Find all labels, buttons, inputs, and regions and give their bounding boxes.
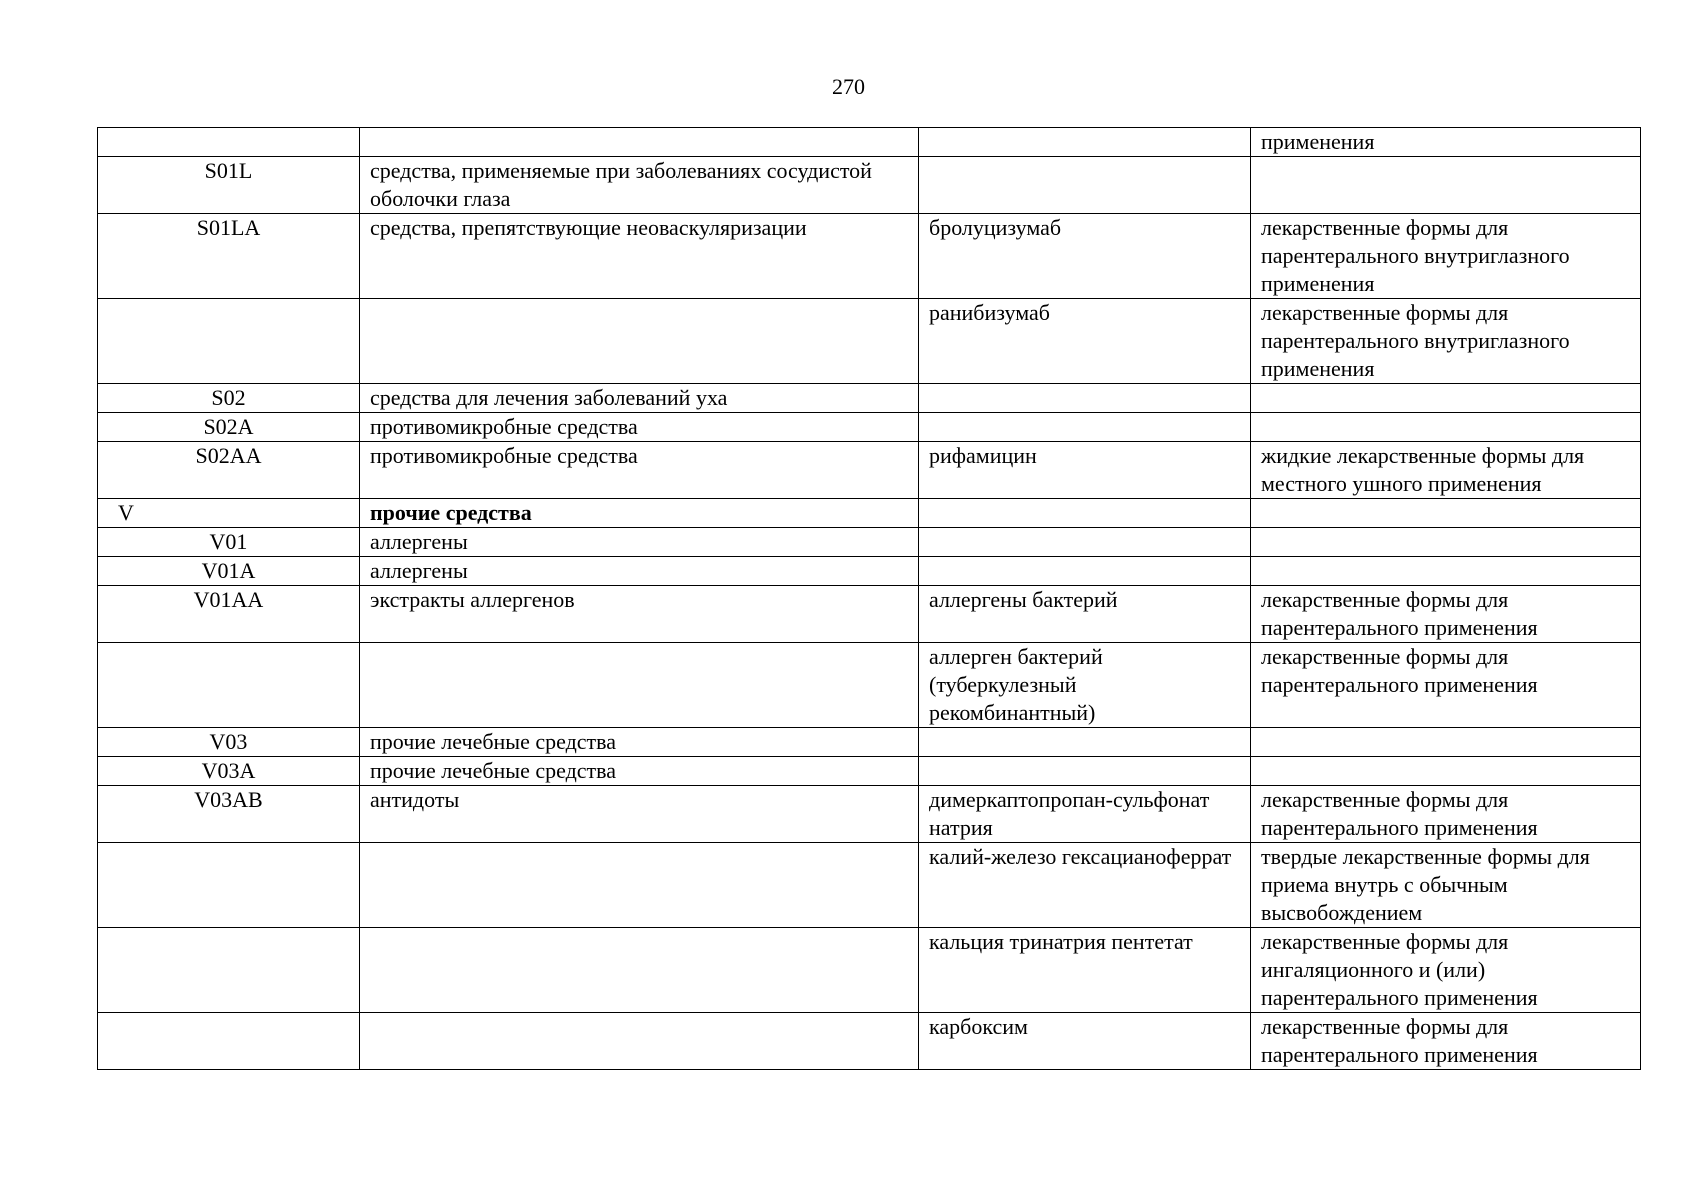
dosage-form-cell: применения bbox=[1251, 128, 1641, 157]
dosage-form-cell: лекарственные формы для ингаляционного и (или) парентерального применения bbox=[1251, 928, 1641, 1013]
atc-code-cell bbox=[98, 928, 360, 1013]
drug-name-cell: кальция тринатрия пентетат bbox=[919, 928, 1251, 1013]
drug-name-cell: калий-железо гексацианоферрат bbox=[919, 843, 1251, 928]
drug-name-cell: ранибизумаб bbox=[919, 299, 1251, 384]
table-row bbox=[98, 928, 1641, 1013]
table-row bbox=[98, 299, 1641, 384]
dosage-form-cell bbox=[1251, 384, 1641, 413]
dosage-form-cell: лекарственные формы для парентерального применения bbox=[1251, 586, 1641, 643]
table-row bbox=[98, 643, 1641, 728]
group-name-cell bbox=[360, 843, 919, 928]
atc-code-cell: S02 bbox=[98, 384, 360, 413]
dosage-form-cell bbox=[1251, 499, 1641, 528]
drug-classification-table bbox=[97, 127, 1641, 1070]
group-name-cell: средства для лечения заболеваний уха bbox=[360, 384, 919, 413]
atc-code-cell bbox=[98, 299, 360, 384]
drug-name-cell bbox=[919, 557, 1251, 586]
table-row bbox=[98, 384, 1641, 413]
table-row bbox=[98, 214, 1641, 299]
group-name-cell: средства, применяемые при заболеваниях сосудистой оболочки глаза bbox=[360, 157, 919, 214]
group-name-cell: противомикробные средства bbox=[360, 413, 919, 442]
dosage-form-cell bbox=[1251, 557, 1641, 586]
table-row bbox=[98, 843, 1641, 928]
atc-code-cell bbox=[98, 1013, 360, 1070]
drug-name-cell bbox=[919, 499, 1251, 528]
atc-code-cell: S02AA bbox=[98, 442, 360, 499]
atc-code-cell bbox=[98, 128, 360, 157]
drug-name-cell: димеркаптопропан-сульфонат натрия bbox=[919, 786, 1251, 843]
table-row bbox=[98, 499, 1641, 528]
dosage-form-cell bbox=[1251, 728, 1641, 757]
page-number: 270 bbox=[832, 74, 865, 99]
drug-name-cell: аллерген бактерий (туберкулезный рекомбинантный) bbox=[919, 643, 1251, 728]
group-name-cell bbox=[360, 928, 919, 1013]
drug-name-cell bbox=[919, 757, 1251, 786]
table-row bbox=[98, 128, 1641, 157]
table-row bbox=[98, 157, 1641, 214]
drug-name-cell: карбоксим bbox=[919, 1013, 1251, 1070]
atc-code-cell: S01L bbox=[98, 157, 360, 214]
atc-code-cell: S02A bbox=[98, 413, 360, 442]
atc-code-cell: V03A bbox=[98, 757, 360, 786]
group-name-cell bbox=[360, 128, 919, 157]
atc-code-cell: V01A bbox=[98, 557, 360, 586]
group-name-cell: аллергены bbox=[360, 528, 919, 557]
atc-code-cell: V bbox=[98, 499, 360, 528]
atc-code-cell: V01 bbox=[98, 528, 360, 557]
dosage-form-cell: лекарственные формы для парентерального применения bbox=[1251, 1013, 1641, 1070]
group-name-cell: антидоты bbox=[360, 786, 919, 843]
group-name-cell: противомикробные средства bbox=[360, 442, 919, 499]
atc-code-cell: V03 bbox=[98, 728, 360, 757]
group-name-cell: прочие лечебные средства bbox=[360, 757, 919, 786]
drug-name-cell bbox=[919, 384, 1251, 413]
group-name-cell: экстракты аллергенов bbox=[360, 586, 919, 643]
drug-name-cell bbox=[919, 728, 1251, 757]
drug-name-cell bbox=[919, 157, 1251, 214]
drug-name-cell: рифамицин bbox=[919, 442, 1251, 499]
group-name-cell bbox=[360, 299, 919, 384]
group-name-cell bbox=[360, 1013, 919, 1070]
drug-name-cell bbox=[919, 413, 1251, 442]
atc-code-cell: V03AB bbox=[98, 786, 360, 843]
table-row bbox=[98, 728, 1641, 757]
dosage-form-cell bbox=[1251, 528, 1641, 557]
drug-name-cell bbox=[919, 128, 1251, 157]
drug-name-cell: аллергены бактерий bbox=[919, 586, 1251, 643]
group-name-cell: прочие лечебные средства bbox=[360, 728, 919, 757]
dosage-form-cell bbox=[1251, 157, 1641, 214]
dosage-form-cell: лекарственные формы для парентерального внутриглазного применения bbox=[1251, 214, 1641, 299]
dosage-form-cell: лекарственные формы для парентерального применения bbox=[1251, 643, 1641, 728]
atc-code-cell bbox=[98, 843, 360, 928]
table-row bbox=[98, 557, 1641, 586]
group-name-cell bbox=[360, 643, 919, 728]
dosage-form-cell: твердые лекарственные формы для приема внутрь с обычным высвобождением bbox=[1251, 843, 1641, 928]
table-row bbox=[98, 1013, 1641, 1070]
group-name-cell: аллергены bbox=[360, 557, 919, 586]
dosage-form-cell bbox=[1251, 413, 1641, 442]
group-name-cell: прочие средства bbox=[360, 499, 919, 528]
dosage-form-cell bbox=[1251, 757, 1641, 786]
atc-code-cell: S01LA bbox=[98, 214, 360, 299]
table-row bbox=[98, 528, 1641, 557]
group-name-cell: средства, препятствующие неоваскуляризации bbox=[360, 214, 919, 299]
table-row bbox=[98, 757, 1641, 786]
dosage-form-cell: лекарственные формы для парентерального внутриглазного применения bbox=[1251, 299, 1641, 384]
table-row bbox=[98, 442, 1641, 499]
table-row bbox=[98, 586, 1641, 643]
atc-code-cell bbox=[98, 643, 360, 728]
table-row bbox=[98, 786, 1641, 843]
table-row bbox=[98, 413, 1641, 442]
table-body bbox=[98, 128, 1641, 1070]
dosage-form-cell: лекарственные формы для парентерального применения bbox=[1251, 786, 1641, 843]
drug-name-cell bbox=[919, 528, 1251, 557]
drug-name-cell: бролуцизумаб bbox=[919, 214, 1251, 299]
atc-code-cell: V01AA bbox=[98, 586, 360, 643]
dosage-form-cell: жидкие лекарственные формы для местного ушного применения bbox=[1251, 442, 1641, 499]
